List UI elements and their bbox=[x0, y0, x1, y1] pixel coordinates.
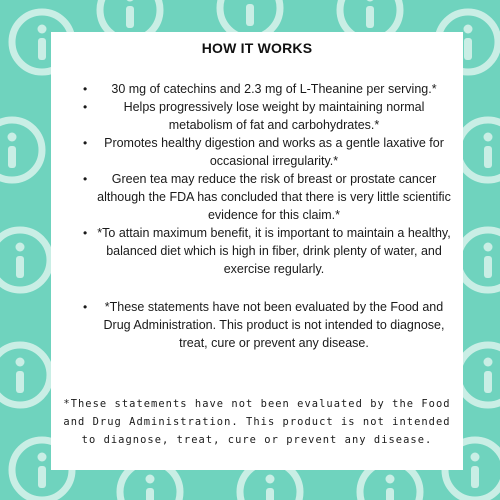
bullet-text: Helps progressively lose weight by maintaining normal metabolism of fat and carbohydrates.* bbox=[123, 100, 425, 132]
bullet-dot: • bbox=[83, 136, 88, 150]
info-circle-icon bbox=[458, 230, 500, 290]
bullet-item bbox=[51, 134, 463, 170]
bullet-dot: • bbox=[83, 82, 88, 96]
bullet-text: *To attain maximum benefit, it is important to maintain a healthy, balanced diet which is high in fiber, drink plenty of water, and exercise regularly. bbox=[97, 226, 451, 276]
bullet-dot: • bbox=[83, 172, 88, 186]
bullet-item bbox=[51, 98, 463, 134]
bullet-text: Green tea may reduce the risk of breast or prostate cancer although the FDA has concluded that there is very little scientific evidence for this claim.* bbox=[97, 172, 451, 222]
bullet-item bbox=[51, 224, 463, 278]
info-circle-icon bbox=[0, 230, 50, 290]
info-card bbox=[51, 32, 463, 470]
bullet-dot: • bbox=[83, 226, 88, 240]
disclaimer-footer: *These statements have not been evaluated by the Food and Drug Administration. This product is not intended to diagnose, treat, cure or prevent any disease. bbox=[63, 398, 451, 446]
bullet-dot: • bbox=[83, 300, 88, 314]
bullet-item bbox=[51, 298, 463, 352]
info-circle-icon bbox=[0, 120, 42, 180]
bullet-item bbox=[51, 80, 463, 98]
info-circle-icon bbox=[0, 345, 50, 405]
info-circle-icon bbox=[458, 120, 500, 180]
card-title: HOW IT WORKS bbox=[201, 40, 313, 56]
bullet-text: 30 mg of catechins and 2.3 mg of L-Theanine per serving.* bbox=[111, 82, 437, 96]
bullet-list bbox=[51, 80, 463, 352]
bullet-text: *These statements have not been evaluated by the Food and Drug Administration. This product is not intended to diagnose, treat, cure or prevent any disease. bbox=[103, 300, 445, 350]
bullet-text: Promotes healthy digestion and works as a gentle laxative for occasional irregularity.* bbox=[104, 136, 444, 168]
bullet-item bbox=[51, 170, 463, 224]
info-circle-icon bbox=[458, 345, 500, 405]
bullet-dot: • bbox=[83, 100, 88, 114]
